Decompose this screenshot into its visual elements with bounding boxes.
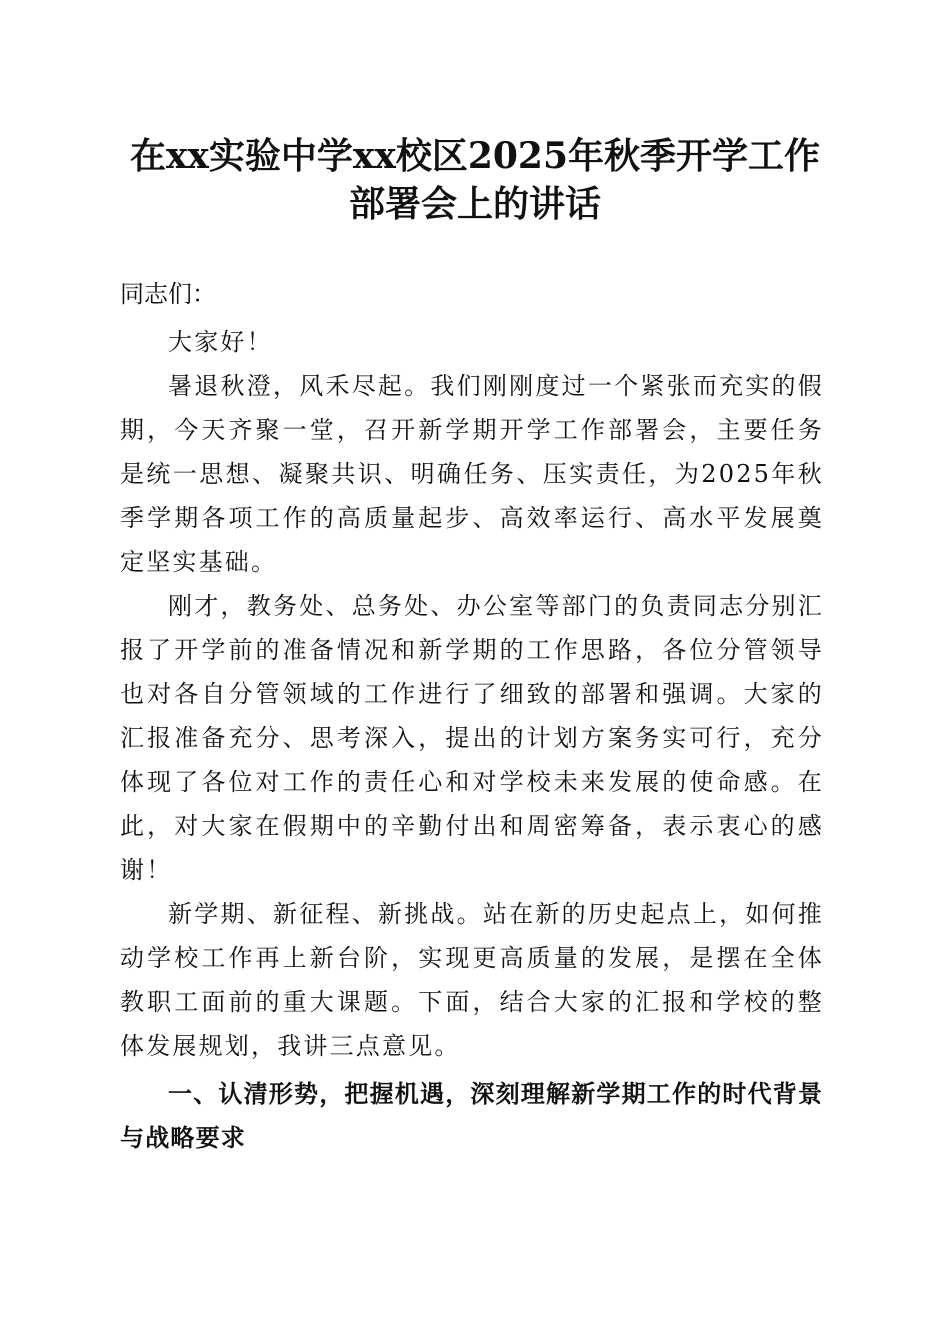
title-line-1: 在xx实验中学xx校区2025年秋季开学工作 bbox=[129, 135, 821, 177]
paragraph-acknowledgement: 刚才，教务处、总务处、办公室等部门的负责同志分别汇报了开学前的准备情况和新学期的工作思路，各位分管领导也对各自分管领域的工作进行了细致的部署和强调。大家的汇报准备充分、思考深入，提出的计划方案务实可行，充分体现了各位对工作的责任心和对学校未来发展的使命感。在此，对大家在假期中的辛勤付出和周密筹备，表示衷心的感谢！ bbox=[120, 592, 824, 884]
section-heading-1: 一、认清形势，把握机遇，深刻理解新学期工作的时代背景与战略要求 bbox=[120, 1080, 824, 1152]
paragraph-opening: 暑退秋澄，风禾尽起。我们刚刚度过一个紧张而充实的假期，今天齐聚一堂，召开新学期开学工作部署会，主要任务是统一思想、凝聚共识、明确任务、压实责任，为2025年秋季学期各项工作的高质量起步、高效率运行、高水平发展奠定坚实基础。 bbox=[120, 372, 824, 576]
paragraph-greeting: 大家好！ bbox=[168, 328, 273, 356]
document-title bbox=[120, 132, 830, 228]
paragraph-transition: 新学期、新征程、新挑战。站在新的历史起点上，如何推动学校工作再上新台阶，实现更高质量的发展，是摆在全体教职工面前的重大课题。下面，结合大家的汇报和学校的整体发展规划，我讲三点意见。 bbox=[120, 900, 824, 1060]
title-line-2: 部署会上的讲话 bbox=[348, 183, 601, 225]
document-body bbox=[120, 272, 824, 1160]
salutation: 同志们： bbox=[120, 280, 216, 308]
